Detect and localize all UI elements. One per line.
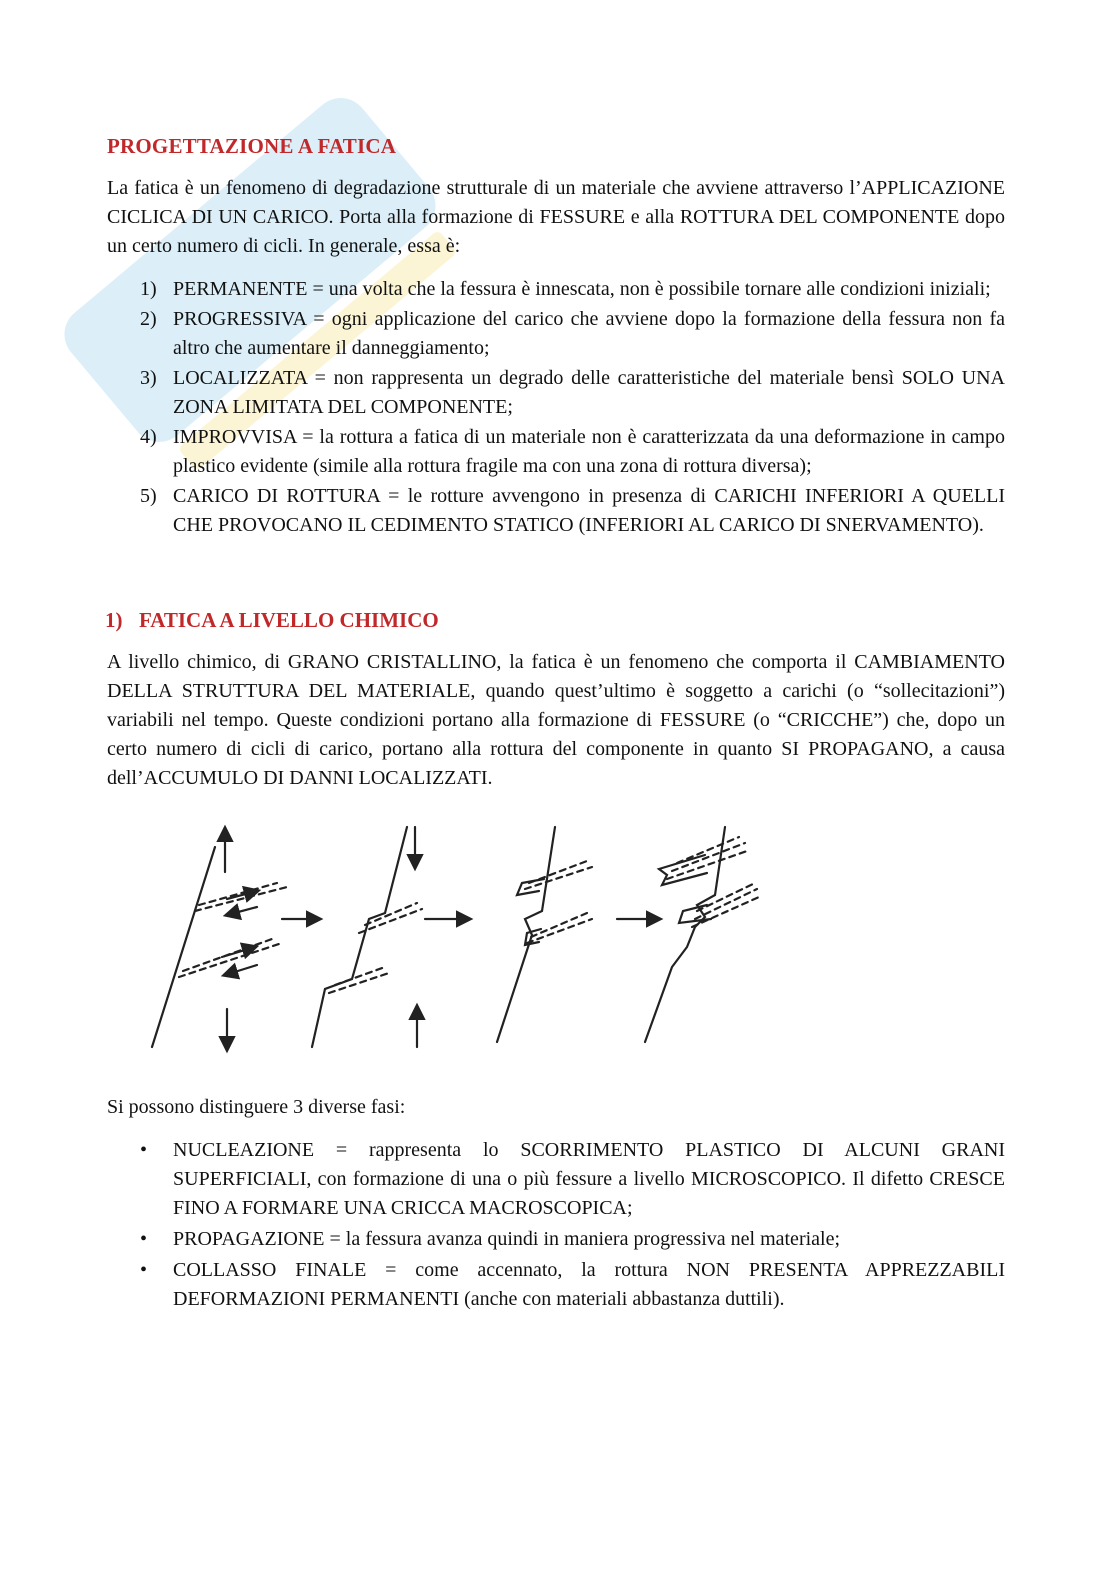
section-number: 1)	[105, 608, 123, 632]
phase-item	[107, 1256, 1005, 1314]
section-paragraph: A livello chimico, di GRANO CRISTALLINO, la fatica è un fenomeno che comporta il CAMBIAMENTO DELLA STRUTTURA DEL MATERIALE, quando quest’ultimo è soggetto a carichi (o “sollecitazioni”) variabili nel tempo. Queste condizioni portano alla formazione di FESSURE (o “CRICCHE”) che, dopo un certo numero di cicli di carico, portano alla rottura del componente in quanto SI PROPAGANO, a causa dell’ACCUMULO DI DANNI LOCALIZZATI.	[107, 651, 1005, 789]
property-item	[107, 305, 1005, 363]
property-text: IMPROVVISA = la rottura a fatica di un materiale non è caratterizzata da una deformazione in campo plastico evidente (simile alla rottura fragile ma con una zona di rottura diversa);	[173, 426, 1005, 477]
stage-2-slip-bands	[312, 827, 469, 1047]
property-number: 5)	[140, 485, 157, 507]
document-title: PROGETTAZIONE A FATICA	[107, 134, 397, 158]
property-item	[107, 423, 1005, 481]
phases-intro: Si possono distinguere 3 diverse fasi:	[107, 1096, 406, 1118]
property-item	[107, 482, 1005, 540]
phase-text: PROPAGAZIONE = la fessura avanza quindi in maniera progressiva nel materiale;	[173, 1228, 841, 1250]
stage-3-microcracks	[497, 827, 659, 1042]
properties-list	[107, 275, 1005, 540]
property-item	[107, 275, 1005, 304]
bullet-icon: •	[140, 1228, 148, 1250]
intro-paragraph: La fatica è un fenomeno di degradazione strutturale di un materiale che avviene attraverso l’APPLICAZIONE CICLICA DI UN CARICO. Porta alla formazione di FESSURE e alla ROTTURA DEL COMPONENTE dopo un certo numero di cicli. In generale, essa è:	[107, 177, 1005, 257]
phase-text: NUCLEAZIONE = rappresenta lo SCORRIMENTO PLASTICO DI ALCUNI GRANI SUPERFICIALI, con formazione di una o più fessure a livello MICROSCOPICO. Il difetto CRESCE FINO A FORMARE UNA CRICCA MACROSCOPICA;	[173, 1139, 1005, 1219]
property-item	[107, 364, 1005, 422]
property-text: PERMANENTE = una volta che la fessura è innescata, non è possibile tornare alle condizioni iniziali;	[173, 278, 991, 300]
property-number: 4)	[140, 426, 157, 448]
phase-item	[107, 1225, 1005, 1254]
bullet-icon: •	[140, 1259, 148, 1281]
section-title: FATICA A LIVELLO CHIMICO	[139, 608, 439, 632]
property-number: 2)	[140, 308, 157, 330]
stage-1-nucleation	[152, 829, 319, 1049]
property-text: CARICO DI ROTTURA = le rotture avvengono in presenza di CARICHI INFERIORI A QUELLI CHE PROVOCANO IL CEDIMENTO STATICO (INFERIORI AL CARICO DI SNERVAMENTO).	[173, 485, 1005, 536]
document-page	[107, 130, 1005, 1316]
property-text: LOCALIZZATA = non rappresenta un degrado delle caratteristiche del materiale bensì SOLO UNA ZONA LIMITATA DEL COMPONENTE;	[173, 367, 1005, 418]
property-number: 1)	[140, 278, 157, 300]
property-number: 3)	[140, 367, 157, 389]
phases-list	[107, 1136, 1005, 1314]
bullet-icon: •	[140, 1139, 148, 1161]
stage-4-macrocrack	[645, 827, 759, 1042]
section-heading	[107, 604, 1005, 636]
property-text: PROGRESSIVA = ogni applicazione del carico che avviene dopo la formazione della fessura non fa altro che aumentare il danneggiamento;	[173, 308, 1005, 359]
crack-propagation-diagram	[107, 807, 807, 1057]
crack-propagation-figure	[107, 807, 1005, 1057]
phase-item	[107, 1136, 1005, 1223]
phase-text: COLLASSO FINALE = come accennato, la rottura NON PRESENTA APPREZZABILI DEFORMAZIONI PERMANENTI (anche con materiali abbastanza duttili).	[173, 1259, 1005, 1310]
